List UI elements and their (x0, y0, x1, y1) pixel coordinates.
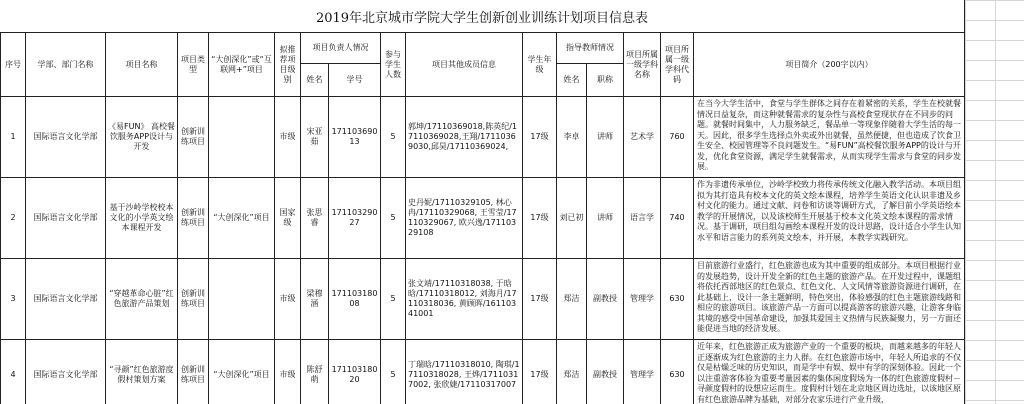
cell-subject-code: 630 (661, 340, 694, 404)
cell-count: 5 (381, 259, 406, 340)
header-subject-code: 项目所属一级学科代码 (661, 33, 694, 97)
header-teacher-title: 职称 (587, 64, 624, 97)
cell-intro (694, 340, 965, 404)
cell-subject: 语言学 (624, 178, 661, 259)
cell-teacher-title: 讲师 (587, 178, 624, 259)
cell-intro (694, 259, 965, 340)
cell-grade: 17级 (523, 340, 557, 404)
cell-seq: 1 (1, 97, 26, 178)
cell-teacher-title: 副教授 (587, 340, 624, 404)
cell-type: 创新训练项目 (178, 178, 209, 259)
cell-count: 5 (381, 97, 406, 178)
cell-subject-code: 740 (661, 178, 694, 259)
cell-name: 基于沙岭学校校本文化的小学英文绘本课程开发 (106, 178, 178, 259)
header-leader-id: 学号 (329, 64, 381, 97)
header-intro: 项目简介（200字以内） (694, 33, 965, 97)
cell-level: 市级 (275, 97, 301, 178)
cell-subject: 管理学 (624, 259, 661, 340)
cell-seq: 2 (1, 178, 26, 259)
header-level: 拟推荐项目级别 (275, 33, 301, 97)
header-count: 参与学生人数 (381, 33, 406, 97)
cell-name: 《易FUN》 高校餐饮服务APP设计与开发 (106, 97, 178, 178)
cell-grade: 17级 (523, 97, 557, 178)
empty-grid-area (964, 0, 1024, 404)
header-type: 项目类型 (178, 33, 209, 97)
header-subject: 项目所属一级学科名称 (624, 33, 661, 97)
cell-teacher-title: 副教授 (587, 259, 624, 340)
header-row (1, 33, 965, 64)
cell-leader-name: 张思睿 (301, 178, 329, 259)
cell-intro (694, 178, 965, 259)
cell-teacher-name: 刘已初 (557, 178, 587, 259)
cell-leader-id: 17110318020 (329, 340, 381, 404)
cell-subject-code: 760 (661, 97, 694, 178)
cell-leader-id: 17110318008 (329, 259, 381, 340)
table-row (1, 97, 965, 178)
cell-members: 郭坤/17110369018,陈英纪/17110369028,王翔/17110369030,邱昊/17110369024, (406, 97, 523, 178)
cell-deepen: “大创深化”项目 (209, 340, 275, 404)
header-leader-name: 姓名 (301, 64, 329, 97)
intro-text: 在当今大学生活中，食堂与学生群体之间存在着紧密的关系，学生在校就餐情况日益复杂，而这种就餐需求的复杂性与高校食堂现状存在不同步的问题。就餐时间集中，人力服务缺乏，餐品单一等现象伴随着大学生活的每一天。因此，很多学生选择点外卖或外出就餐，虽然便捷，但也造成了饮食卫生安全、校园管理等不良问题发生。“易FUN”高校餐饮服务APP的设计与开发，优化食堂资源，满足学生就餐需求，从而实现学生需求与食堂的同步发展。 (697, 99, 961, 172)
cell-deepen: “大创深化”项目 (209, 178, 275, 259)
table-row (1, 340, 965, 404)
cell-leader-name: 梁穆涵 (301, 259, 329, 340)
cell-teacher-name: 郑洁 (557, 259, 587, 340)
cell-dept: 国际语言文化学部 (26, 259, 106, 340)
cell-count: 5 (381, 178, 406, 259)
cell-teacher-name: 李卓 (557, 97, 587, 178)
cell-members: 史丹妮/17110329105, 林心冉/17110329068, 王雪莹/17110329067, 欧兴逸/17110329108 (406, 178, 523, 259)
cell-type: 创新训练项目 (178, 97, 209, 178)
cell-grade: 17级 (523, 259, 557, 340)
cell-dept: 国际语言文化学部 (26, 97, 106, 178)
cell-type: 创新训练项目 (178, 259, 209, 340)
cell-leader-name: 陈舒萌 (301, 340, 329, 404)
project-table (0, 32, 965, 404)
cell-name: “寻颜”红色旅游度假村策划方案 (106, 340, 178, 404)
sheet-title: 2019年北京城市学院大学生创新创业训练计划项目信息表 (315, 10, 649, 26)
table-row (1, 259, 965, 340)
cell-seq: 4 (1, 340, 26, 404)
table-row (1, 178, 965, 259)
header-seq: 序号 (1, 33, 26, 97)
cell-level: 市级 (275, 340, 301, 404)
intro-text: 作为非遗传承单位，沙岭学校致力将传承传统文化融入教学活动。本项目组拟为其打造具有校本文化的英文绘本课程，培养学生英语文化认识非遗及乡村文化的能力。通过文献、问卷和访谈等调研方式，了解目前小学英语绘本教学的开展情况，以及该校师生开展基于校本文化英文绘本课程的需求情况。基于调研，项目组勾画绘本课程开发的设计思路，设计适合小学生认知水平和语言能力的系列英文绘本，并开展，本教学实践研究。 (697, 180, 961, 242)
cell-leader-id: 17110329027 (329, 178, 381, 259)
cell-subject: 艺术学 (624, 97, 661, 178)
cell-members: 丁瑞晗/17110318010, 陶琪/17110318028, 王烨/17110317002, 张欣婕/17110317007 (406, 340, 523, 404)
cell-level: 国家级 (275, 178, 301, 259)
header-members: 项目其他成员信息 (406, 33, 523, 97)
header-deepen: “大创深化”或“互联网+”项目 (209, 33, 275, 97)
cell-name: “穿越革命心脏”红色旅游产品策划 (106, 259, 178, 340)
cell-teacher-title: 讲师 (587, 97, 624, 178)
cell-seq: 3 (1, 259, 26, 340)
header-name: 项目名称 (106, 33, 178, 97)
intro-text: 目前旅游行业盛行，红色旅游也成为其中重要的组成部分。本项目根据行业的发展趋势，设计开发全新的红色主题的旅游产品。在开发过程中，课题组将依托西部地区的红色景点、红色文化、人文风情等旅游资源进行调研，在此基础上，设计一条主题鲜明，特色突出，体验感强的红色主题旅游线路和相应的旅游项目。该旅游产品一方面可以提高游客的旅游兴趣，让游客身临其境的感受中国革命建设，加强其爱国主义热情与民族凝聚力，另一方面还能促进当地的经济发展。 (697, 261, 961, 334)
cell-leader-name: 宋亚茹 (301, 97, 329, 178)
cell-deepen (209, 97, 275, 178)
cell-teacher-name: 郑洁 (557, 340, 587, 404)
header-teacher-group: 指导教师情况 (557, 33, 624, 64)
cell-grade: 17级 (523, 178, 557, 259)
cell-subject: 管理学 (624, 340, 661, 404)
cell-level: 市级 (275, 259, 301, 340)
header-dept: 学部、部门名称 (26, 33, 106, 97)
cell-leader-id: 17110369013 (329, 97, 381, 178)
intro-text: 近年来，红色旅游正成为旅游产业的一个重要的板块，而越来越多的年轻人正逐渐成为红色旅游的主力人群。在红色旅游市场中，年轻人所追求的不仅仅是枯燥乏味的历史知识，而是学中有娱、娱中有学的深刻体验。因此一个以注重游客体验为重要考量因素的集体闲度假场为一体的红色旅游度假村－寻颜度假村的设想应运而生。度假村计划在北京地区周边选址，以该地区原有红色旅游品牌为基础，对部分农家乐进行产业升级， (697, 342, 961, 404)
header-leader-group: 项目负责人情况 (301, 33, 381, 64)
cell-intro (694, 97, 965, 178)
header-teacher-name: 姓名 (557, 64, 587, 97)
cell-count: 5 (381, 340, 406, 404)
cell-deepen (209, 259, 275, 340)
cell-type: 创新训练项目 (178, 340, 209, 404)
header-grade: 学生年级 (523, 33, 557, 97)
cell-subject-code: 630 (661, 259, 694, 340)
cell-members: 张文靖/17110318038, 于晗晗/17110318012, 刘海月/17110318036, 黄顾晖/16110341001 (406, 259, 523, 340)
cell-dept: 国际语言文化学部 (26, 340, 106, 404)
cell-dept: 国际语言文化学部 (26, 178, 106, 259)
